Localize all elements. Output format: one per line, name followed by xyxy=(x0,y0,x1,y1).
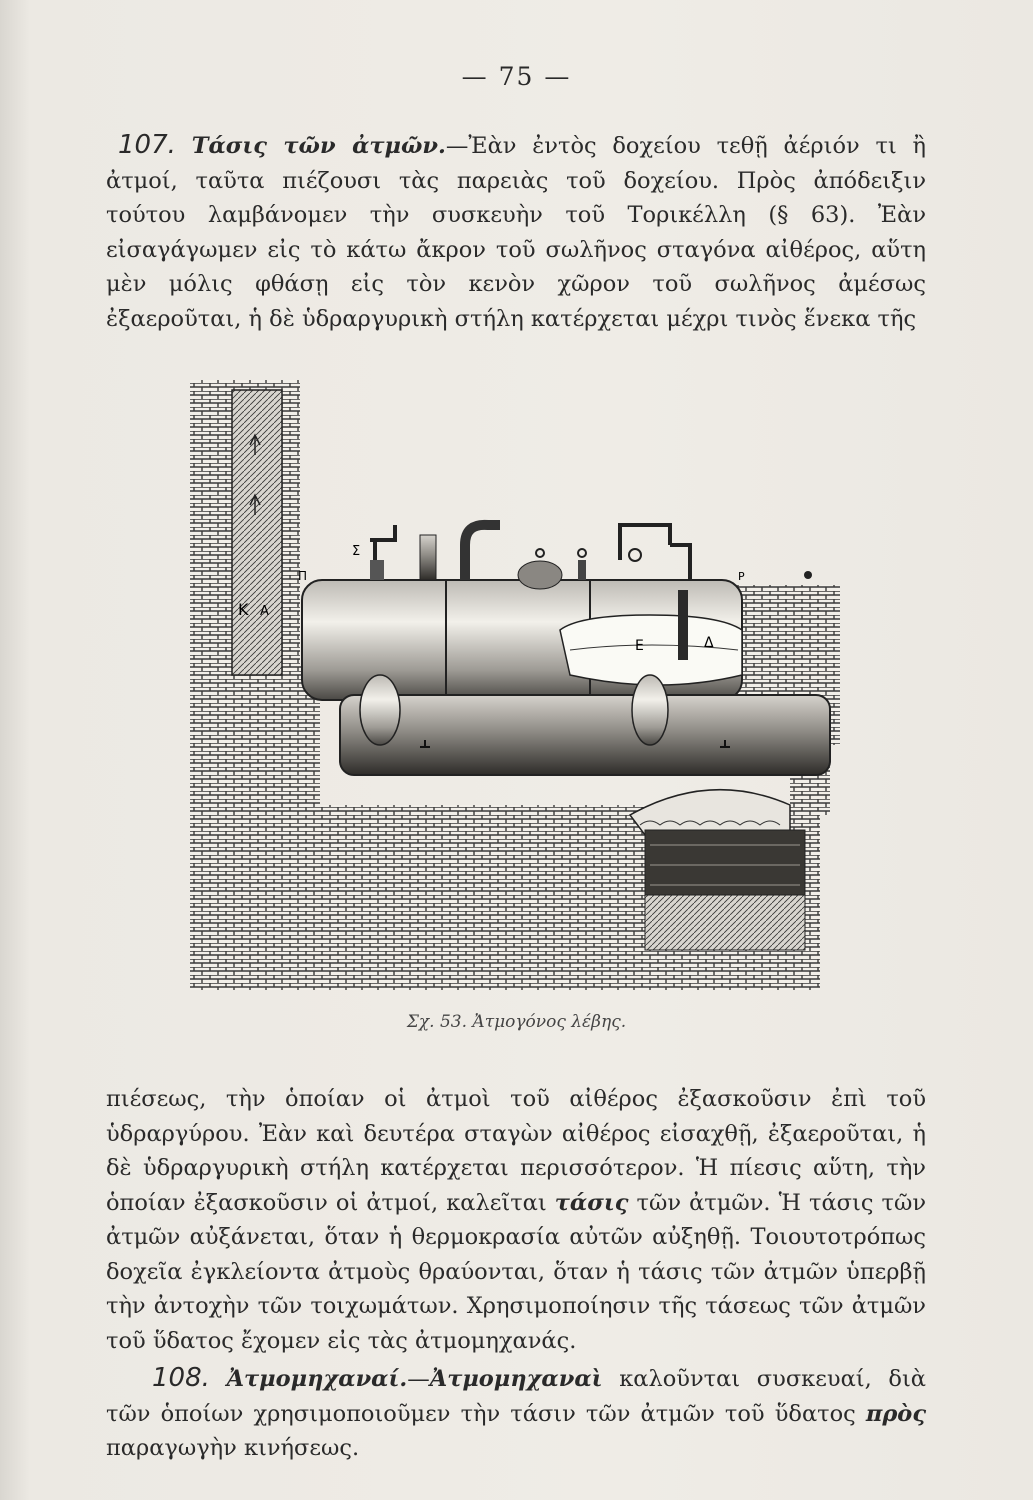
section-107-dash: — xyxy=(445,133,469,159)
steam-boiler-illustration xyxy=(190,375,840,995)
continuation-text-after: τῶν ἀτμῶν. Ἡ τάσις τῶν ἀτμῶν αὐξάνεται, ὅταν ἡ θερμοκρασία αὐτῶν αὐξηθῇ. Τοιουτοτρόπως δοχεῖα ἐγκλείοντα ἀτμοὺς θραύονται, ὅταν ἡ τάσις τῶν ἀτμῶν ὑπερβῇ τὴν ἀντοχὴν τῶν τοιχωμάτων. Χρησιμοποίησιν τῆς τάσεως τῶν ἀτμῶν τοῦ ὕδατος ἔχομεν εἰς τὰς ἀτμομηχανάς. xyxy=(106,1189,927,1354)
boiler-figure xyxy=(190,375,840,995)
label-sigma: Σ xyxy=(352,544,361,559)
section-108-dash: — xyxy=(407,1366,430,1392)
section-107-paragraph xyxy=(106,128,926,336)
section-108-text-after: παραγωγὴν κινήσεως. xyxy=(106,1435,360,1461)
section-107-text: Ἐὰν ἐντὸς δοχείου τεθῇ ἀέριόν τι ἢ ἀτμοί, ταῦτα πιέζουσι τὰς παρειὰς τοῦ δοχείου. Πρὸς ἀπόδειξιν τούτου λαμβάνομεν τὴν συσκευὴν τοῦ Τορικέλλη (§ 63). Ἐὰν εἰσαγάγωμεν εἰς τὸ κάτω ἄκρον τοῦ σωλῆνος σταγόνα αἰθέρος, αὕτη μὲν μόλις φθάσῃ εἰς τὸν κενὸν χῶρον τοῦ σωλῆνος ἀμέσως ἐξαεροῦται, ἡ δὲ ὑδραργυρικὴ στήλη κατέρχεται μέχρι τινὸς ἕνεκα τῆς xyxy=(106,133,927,332)
section-107-number: 107. xyxy=(118,130,176,160)
continuation-text-before: πιέσεως, τὴν ὁποίαν οἱ ἀτμοὶ τοῦ αἰθέρος ἐξασκοῦσιν ἐπὶ τοῦ ὑδραργύρου. Ἐὰν καὶ δευτέρα σταγὼν αἰθέρος εἰσαχθῇ, ἐξαεροῦται, ἡ δὲ ὑδραργυρικὴ στήλη κατέρχεται περισσότερον. Ἡ πίεσις αὕτη, τὴν ὁποίαν ἐξασκοῦσιν οἱ ἀτμοί, καλεῖται xyxy=(106,1086,926,1216)
section-108-paragraph xyxy=(106,1361,926,1466)
term-atmomichanai: Ἀτμομηχαναὶ xyxy=(429,1366,603,1392)
page-number: — 75 — xyxy=(461,62,572,91)
label-e: Ε xyxy=(635,638,644,654)
section-108-text-before: καλοῦνται συσκευαί, διὰ τῶν ὁποίων χρησιμοποιοῦμεν τὴν τάσιν τῶν ἀτμῶν τοῦ ὕδατος xyxy=(106,1366,926,1427)
label-k: Κ xyxy=(238,600,249,619)
term-pros: πρὸς xyxy=(865,1400,927,1427)
label-a-chimney: Α xyxy=(260,604,269,619)
section-108-number: 108. xyxy=(152,1363,210,1393)
label-p: Π xyxy=(298,569,308,583)
section-108-title: Ἀτμομηχαναί. xyxy=(226,1366,408,1392)
continuation-paragraph xyxy=(106,1082,926,1358)
section-107-title: Τάσις τῶν ἀτμῶν. xyxy=(191,133,446,159)
label-r: Ρ xyxy=(738,570,745,583)
term-tasis: τάσις xyxy=(554,1189,629,1216)
label-delta: Δ xyxy=(704,635,714,651)
figure-caption: Σχ. 53. Ἀτμογόνος λέβης. xyxy=(406,1012,627,1032)
